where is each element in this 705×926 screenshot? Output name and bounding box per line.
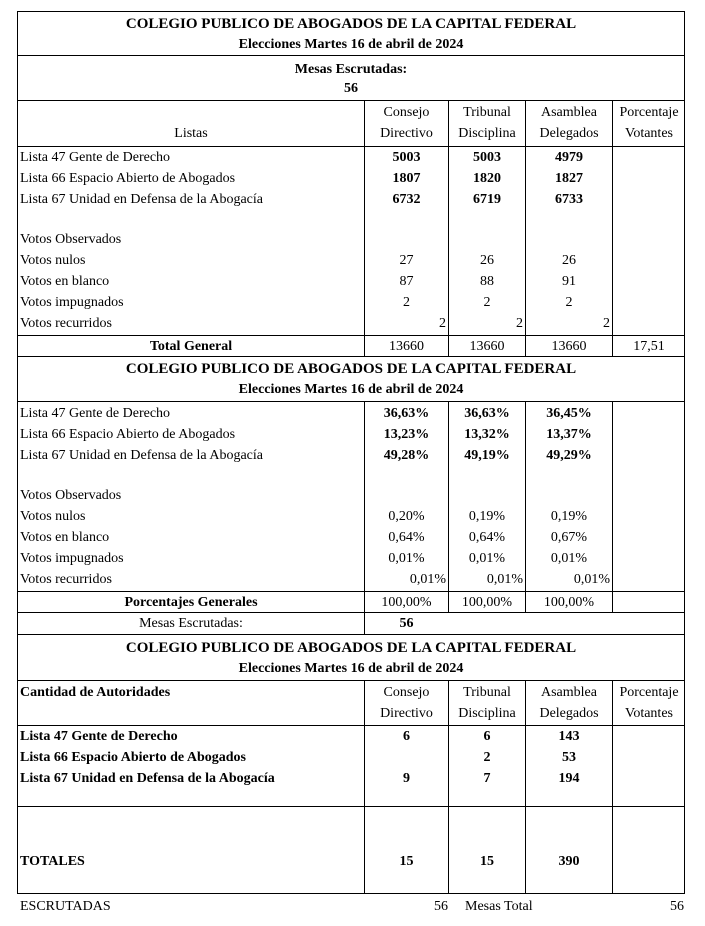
list-label: Lista 67 Unidad en Defensa de la Abogacía: [20, 771, 275, 786]
pct-cell: 0,01%: [468, 551, 506, 566]
rule: [17, 100, 685, 101]
section1-title: COLEGIO PUBLICO DE ABOGADOS DE LA CAPITAL FEDERAL: [125, 16, 577, 32]
col-rule: [364, 100, 365, 356]
seat-cell: 53: [562, 750, 576, 765]
rule: [17, 725, 685, 726]
col-consejo-2: Directivo: [380, 126, 433, 141]
seat-cell: 6: [483, 729, 491, 744]
pct-cell: 0,01%: [388, 551, 425, 566]
totales-label: TOTALES: [20, 854, 85, 869]
value-cell: 2: [603, 316, 610, 331]
list-label: Lista 66 Espacio Abierto de Abogados: [20, 427, 236, 442]
footer-escrutadas-label: ESCRUTADAS: [20, 899, 111, 914]
mesas-escrutadas-label: Mesas Escrutadas:: [294, 62, 408, 77]
totales-cell: 15: [480, 854, 494, 869]
value-cell: 27: [399, 253, 414, 268]
pct-cell: 0,20%: [388, 509, 425, 524]
seat-cell: 9: [403, 771, 410, 786]
pct-cell: 0,01%: [409, 572, 446, 587]
row-label: Votos en blanco: [20, 530, 110, 545]
value-cell: 2: [483, 295, 491, 310]
list-label: Lista 47 Gente de Derecho: [20, 406, 171, 421]
col-rule: [612, 401, 613, 612]
footer-mesas-total-value: 56: [670, 899, 684, 914]
col-rule: [525, 680, 526, 894]
totales-cell: 390: [558, 854, 580, 869]
col-tribunal: Tribunal: [463, 105, 511, 120]
pct-cell: 0,01%: [486, 572, 523, 587]
total-cell: 13660: [551, 339, 587, 354]
row-label: Votos en blanco: [20, 274, 110, 289]
total-cell: 13660: [389, 339, 424, 354]
votos-observados-label: Votos Observados: [20, 232, 122, 247]
row-label: Votos nulos: [20, 253, 86, 268]
footer-mesas-total-label: Mesas Total: [465, 899, 533, 914]
total-general-label: Total General: [149, 339, 233, 354]
rule: [17, 680, 685, 681]
pct-cell: 13,23%: [383, 427, 430, 442]
pct-cell: 0,64%: [468, 530, 506, 545]
col-listas: Listas: [174, 126, 208, 141]
value-cell: 1827: [555, 171, 583, 186]
col-porcentaje: Porcentaje: [619, 685, 679, 700]
section2-title: COLEGIO PUBLICO DE ABOGADOS DE LA CAPITAL FEDERAL: [125, 361, 577, 377]
value-cell: 87: [399, 274, 414, 289]
total-cell: 100,00%: [543, 595, 595, 610]
seat-cell: 6: [403, 729, 410, 744]
list-label: Lista 66 Espacio Abierto de Abogados: [20, 171, 236, 186]
col-rule: [448, 680, 449, 894]
col-rule: [612, 680, 613, 894]
value-cell: 26: [480, 253, 494, 268]
pct-cell: 0,64%: [388, 530, 425, 545]
mesas-escrutadas-value: 56: [399, 616, 414, 631]
rule: [17, 634, 685, 635]
pct-cell: 0,19%: [468, 509, 506, 524]
section1-subtitle: Elecciones Martes 16 de abril de 2024: [238, 37, 464, 52]
value-cell: 1807: [392, 171, 421, 186]
value-cell: 5003: [392, 150, 421, 165]
col-rule: [525, 401, 526, 612]
pct-cell: 0,67%: [550, 530, 588, 545]
col-consejo: Consejo: [383, 685, 430, 700]
section2-subtitle: Elecciones Martes 16 de abril de 2024: [238, 382, 464, 397]
totales-cell: 15: [399, 854, 414, 869]
total-cell: 17,51: [633, 339, 665, 354]
pct-cell: 0,01%: [550, 551, 588, 566]
footer-escrutadas-value: 56: [434, 899, 448, 914]
row-label: Votos recurridos: [20, 316, 112, 331]
value-cell: 2: [516, 316, 523, 331]
value-cell: 1820: [473, 171, 501, 186]
col-rule: [364, 680, 365, 894]
col-porcentaje: Porcentaje: [619, 105, 679, 120]
total-cell: 100,00%: [381, 595, 432, 610]
list-label: Lista 67 Unidad en Defensa de la Abogacía: [20, 192, 263, 207]
col-rule: [364, 401, 365, 634]
value-cell: 5003: [473, 150, 501, 165]
porcentajes-generales-label: Porcentajes Generales: [124, 595, 258, 610]
value-cell: 6733: [555, 192, 583, 207]
value-cell: 2: [439, 316, 446, 331]
section3-title: COLEGIO PUBLICO DE ABOGADOS DE LA CAPITAL FEDERAL: [125, 640, 577, 656]
row-label: Votos impugnados: [20, 295, 124, 310]
votos-observados-label: Votos Observados: [20, 488, 122, 503]
rule: [17, 401, 685, 402]
col-rule: [448, 100, 449, 356]
pct-cell: 49,28%: [383, 448, 430, 463]
col-rule: [448, 401, 449, 612]
col-tribunal-2: Disciplina: [458, 126, 516, 141]
value-cell: 26: [562, 253, 576, 268]
pct-cell: 49,19%: [464, 448, 510, 463]
pct-cell: 36,63%: [464, 406, 510, 421]
col-tribunal: Tribunal: [463, 685, 511, 700]
value-cell: 6719: [473, 192, 501, 207]
pct-cell: 36,63%: [383, 406, 430, 421]
row-label: Votos impugnados: [20, 551, 124, 566]
col-porcentaje-2: Votantes: [625, 706, 673, 721]
col-rule: [612, 100, 613, 356]
col-rule: [525, 100, 526, 356]
rule: [17, 146, 685, 147]
rule: [17, 356, 685, 357]
rule: [17, 591, 685, 592]
col-porcentaje-2: Votantes: [625, 126, 673, 141]
cantidad-autoridades-label: Cantidad de Autoridades: [20, 685, 171, 700]
value-cell: 91: [562, 274, 576, 289]
col-asamblea-2: Delegados: [539, 706, 599, 721]
rule: [17, 55, 685, 56]
list-label: Lista 67 Unidad en Defensa de la Abogacía: [20, 448, 263, 463]
value-cell: 88: [480, 274, 494, 289]
col-asamblea-2: Delegados: [539, 126, 599, 141]
col-asamblea: Asamblea: [541, 685, 597, 700]
col-asamblea: Asamblea: [541, 105, 597, 120]
rule: [17, 806, 685, 807]
mesas-escrutadas-value: 56: [344, 81, 358, 96]
col-tribunal-2: Disciplina: [458, 706, 516, 721]
list-label: Lista 47 Gente de Derecho: [20, 729, 178, 744]
total-cell: 100,00%: [461, 595, 513, 610]
pct-cell: 0,01%: [573, 572, 610, 587]
rule: [17, 335, 685, 336]
pct-cell: 13,32%: [464, 427, 510, 442]
value-cell: 6732: [392, 192, 421, 207]
seat-cell: 2: [483, 750, 491, 765]
col-consejo: Consejo: [383, 105, 430, 120]
rule: [17, 612, 685, 613]
seat-cell: 7: [483, 771, 491, 786]
pct-cell: 13,37%: [546, 427, 592, 442]
row-label: Votos recurridos: [20, 572, 112, 587]
row-label: Votos nulos: [20, 509, 86, 524]
value-cell: 4979: [555, 150, 583, 165]
section3-subtitle: Elecciones Martes 16 de abril de 2024: [238, 661, 464, 676]
pct-cell: 49,29%: [546, 448, 592, 463]
list-label: Lista 66 Espacio Abierto de Abogados: [20, 750, 246, 765]
pct-cell: 36,45%: [546, 406, 592, 421]
value-cell: 2: [403, 295, 410, 310]
value-cell: 2: [565, 295, 573, 310]
mesas-escrutadas-label: Mesas Escrutadas:: [139, 616, 243, 631]
col-consejo-2: Directivo: [380, 706, 433, 721]
seat-cell: 143: [558, 729, 580, 744]
total-cell: 13660: [469, 339, 505, 354]
seat-cell: 194: [558, 771, 580, 786]
pct-cell: 0,19%: [550, 509, 588, 524]
list-label: Lista 47 Gente de Derecho: [20, 150, 171, 165]
